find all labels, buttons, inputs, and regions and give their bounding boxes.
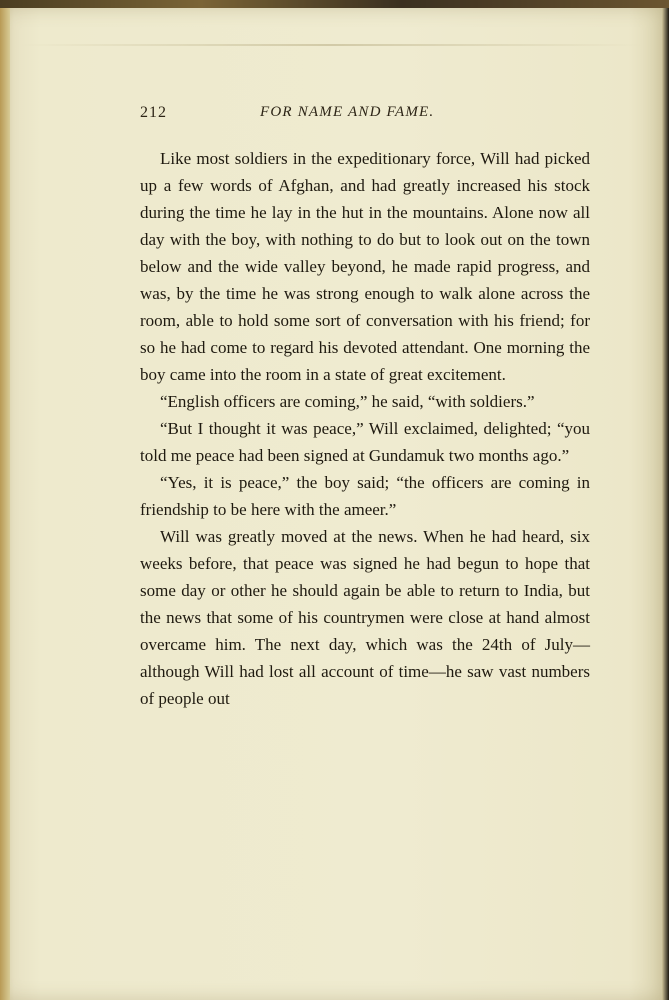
paragraph: “Yes, it is peace,” the boy said; “the officers are coming in friendship to be here with the ameer.”: [140, 473, 590, 519]
running-head: FOR NAME AND FAME.: [260, 104, 435, 120]
page-number: 212: [140, 104, 167, 121]
paragraph: “English officers are coming,” he said, “with soldiers.”: [160, 392, 535, 411]
paragraph: Like most soldiers in the expeditionary force, Will had picked up a few words of Afghan, and had greatly increased his stock during the time he lay in the hut in the mountains. Alone now all day with the boy, with nothing to do but to look out on the town below and the wide valley beyond, he made rapid progress, and was, by the time he was strong enough to walk alone across the room, able to hold some sort of conversation with his friend; for so he had come to regard his devoted attendant. One morning the boy came into the room in a state of great excitement.: [140, 149, 590, 384]
page-gutter-edge: [0, 8, 10, 1000]
page-body: [140, 145, 590, 712]
paragraph: “But I thought it was peace,” Will exclaimed, delighted; “you told me peace had been signed at Gundamuk two months ago.”: [140, 419, 590, 465]
page-right-edge: [662, 8, 669, 1000]
paragraph: Will was greatly moved at the news. When he had heard, six weeks before, that peace was signed he had begun to hope that some day or other he should again be able to return to India, but the news that some of his countrymen were close at hand almost overcame him. The next day, which was the 24th of July—although Will had lost all account of time—he saw vast numbers of people out: [140, 527, 590, 708]
page-fold-line: [20, 44, 642, 46]
page-header: [140, 100, 590, 124]
